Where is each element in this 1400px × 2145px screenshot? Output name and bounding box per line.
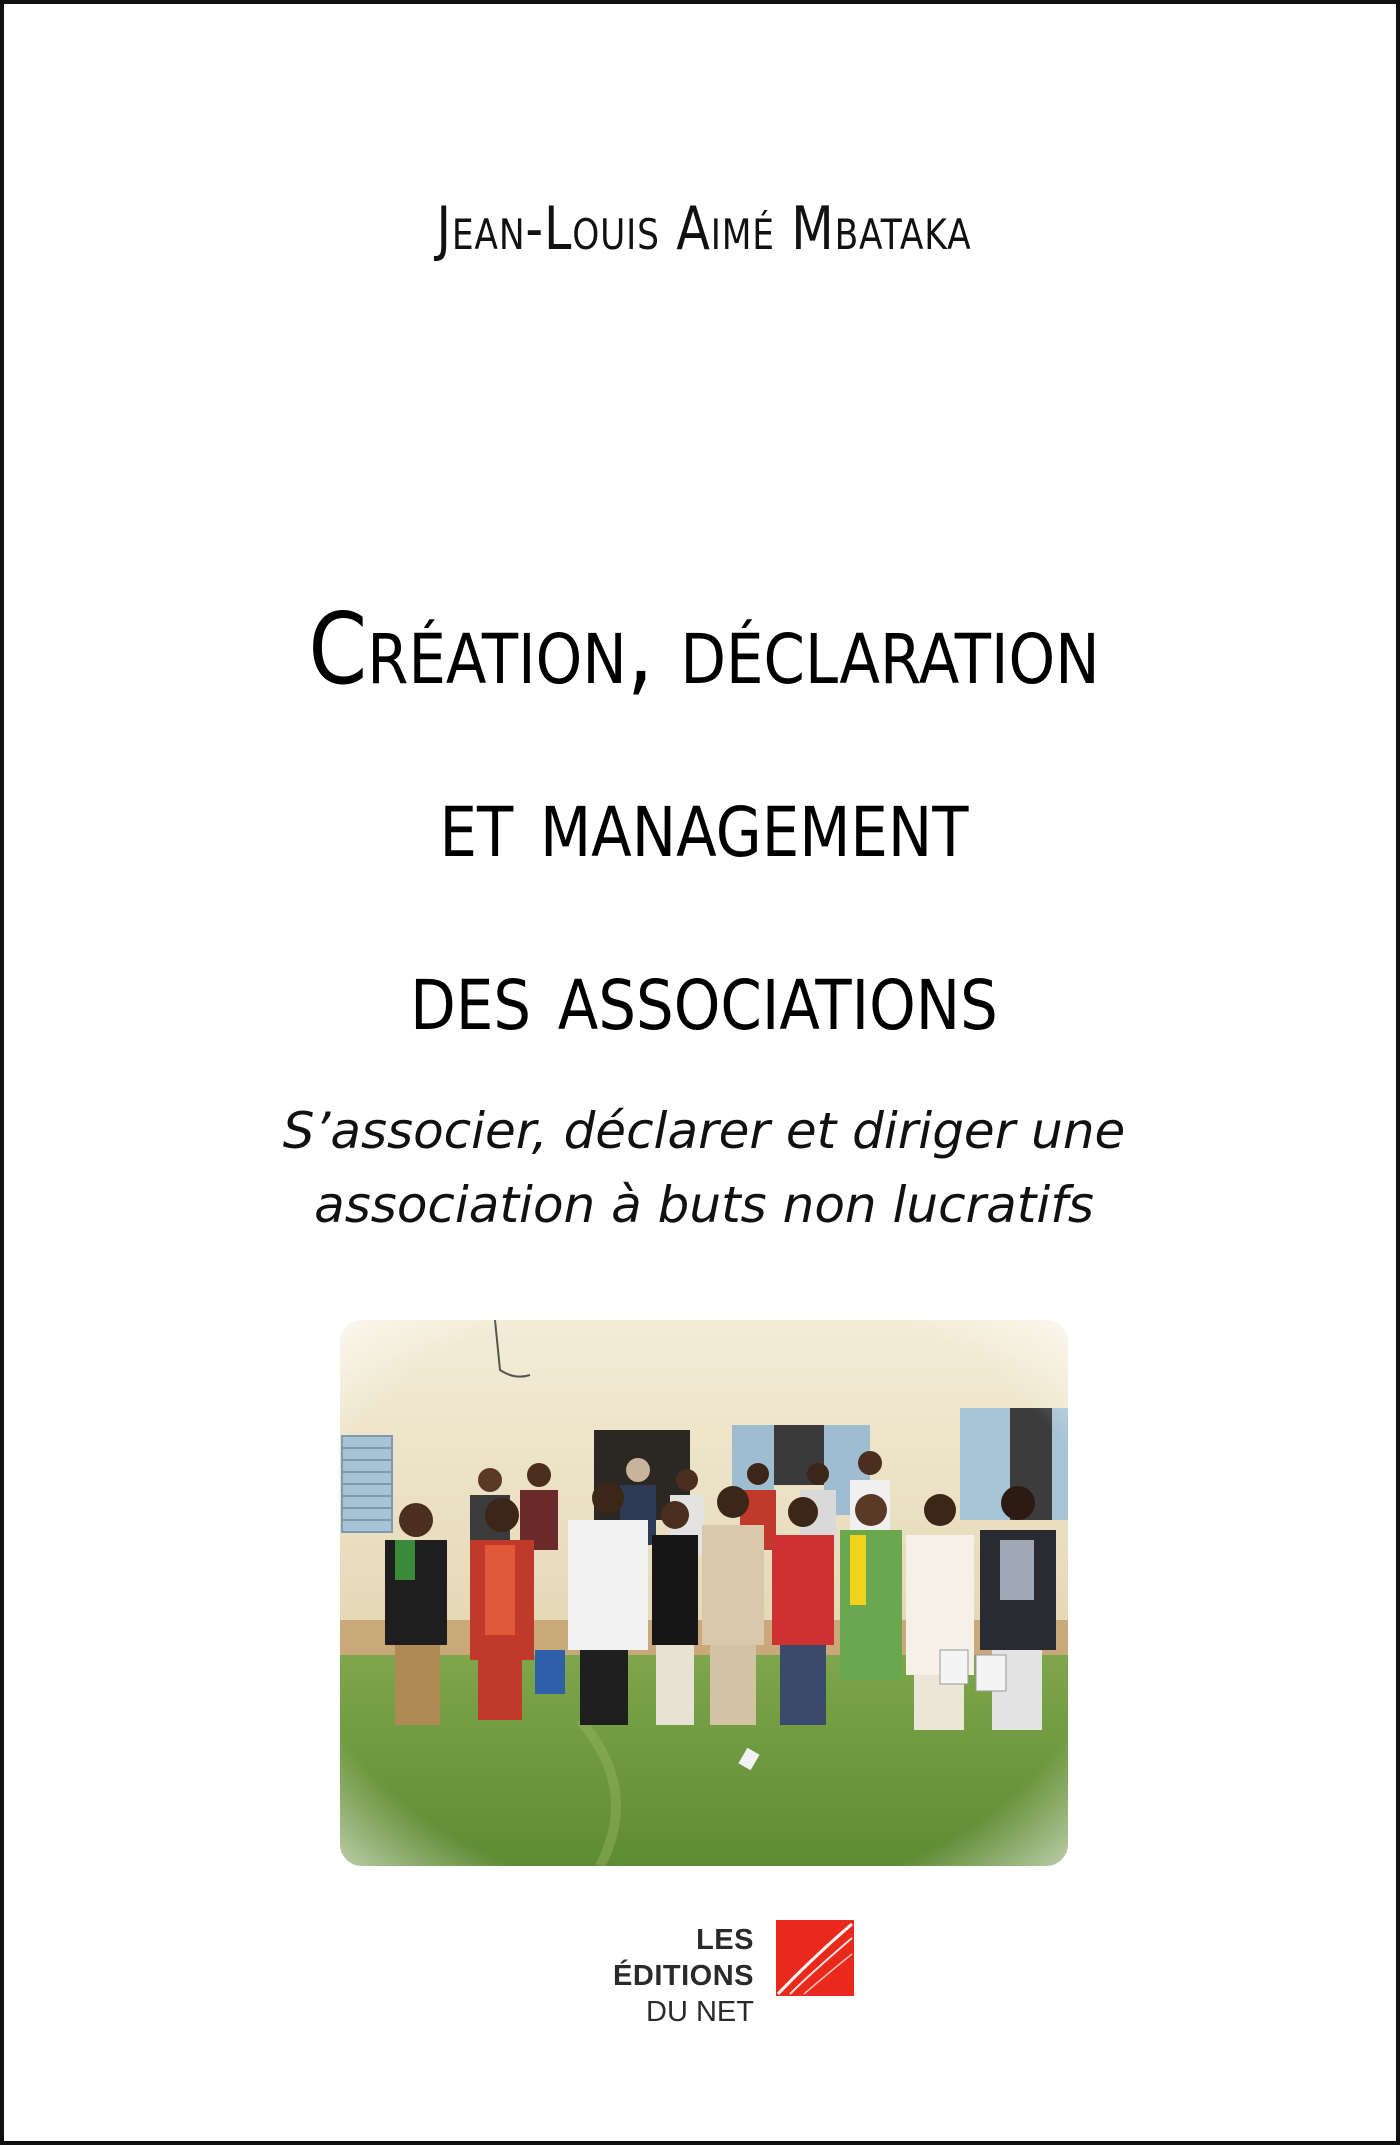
- book-title: [4, 564, 1400, 1083]
- publisher-line-2: DU NET: [646, 1996, 754, 2028]
- book-subtitle: [4, 1094, 1400, 1242]
- publisher-logo: [564, 1920, 854, 2028]
- author-name: Jean-Louis Aimé Mbataka: [436, 194, 972, 264]
- title-line-2: et management: [439, 766, 969, 880]
- publisher-mark-icon: [776, 1920, 854, 1996]
- subtitle-line-2: association à buts non lucratifs: [314, 1176, 1094, 1234]
- publisher-line-1: LES ÉDITIONS: [613, 1924, 754, 1992]
- publisher-name: [564, 1922, 754, 2030]
- cover-group-photo: [340, 1320, 1068, 1866]
- title-line-3: des associations: [410, 939, 998, 1053]
- subtitle-line-1: S’associer, déclarer et diriger une: [282, 1102, 1126, 1160]
- title-line-1: Création, déclaration: [308, 593, 1100, 707]
